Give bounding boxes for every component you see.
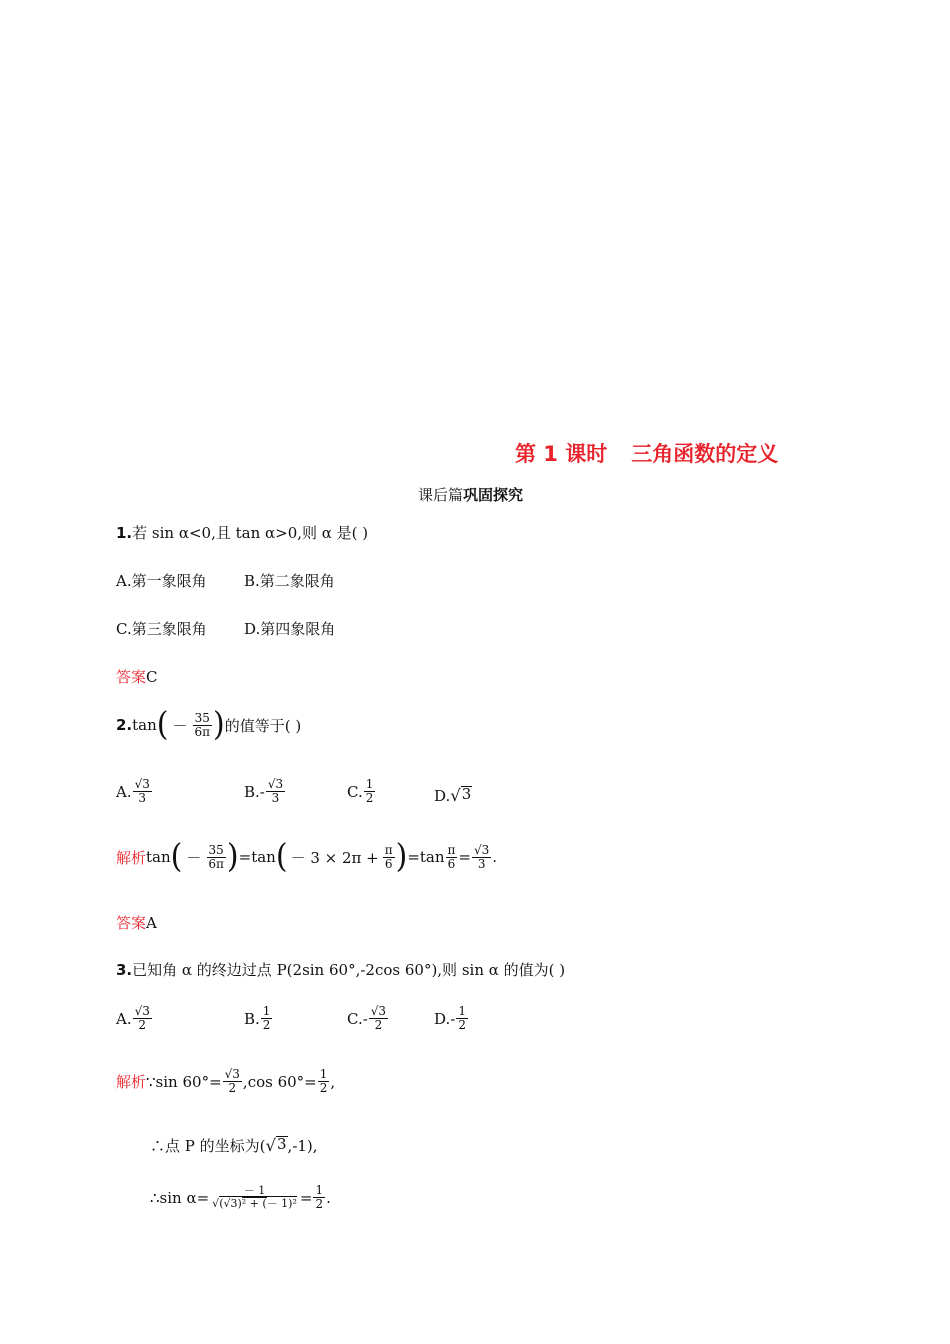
section-subtitle [418, 484, 523, 505]
sqrt-radicand: (√3)² + (－ 1)² [219, 1197, 297, 1210]
math-text: . [326, 1188, 331, 1207]
lesson-title [515, 438, 778, 468]
fraction [364, 778, 376, 805]
fraction-denominator: 2 [315, 1197, 324, 1211]
question-number: 1. [116, 524, 133, 542]
fraction-numerator: 1 [458, 1004, 466, 1018]
fraction-denominator: 6 [447, 856, 456, 871]
left-paren: ( [170, 837, 183, 876]
sqrt-value: 3 [461, 785, 472, 803]
lesson-title-part2: 三角函数的定义 [631, 442, 779, 466]
fraction [133, 1005, 152, 1032]
fraction-denominator: 3 [271, 791, 280, 805]
option-label: C. [347, 782, 363, 801]
fraction [456, 1005, 468, 1032]
left-paren: ( [156, 705, 169, 744]
fraction-numerator: 1 [365, 777, 374, 791]
fraction-denominator: 2 [458, 1018, 466, 1032]
answer-2 [116, 912, 157, 933]
fraction [206, 844, 226, 871]
question-number: 2. [116, 716, 133, 734]
option-a [116, 1005, 153, 1032]
analysis-3-line-2 [150, 1135, 318, 1156]
option-b: B.第二象限角 [244, 572, 335, 590]
question-text: 的值等于( ) [224, 716, 302, 735]
answer-value: C [146, 668, 158, 686]
subtitle-bold: 巩固探究 [463, 486, 524, 504]
lesson-title-part1: 第 1 课时 [515, 442, 608, 466]
math-text: =tan [238, 848, 276, 866]
math-text: tan [146, 848, 171, 866]
fraction-denominator: 6π [208, 856, 224, 871]
question-text: 已知角 α 的终边过点 P(2sin 60°,-2cos 60°),则 sin α 的值为( ) [132, 961, 566, 979]
fraction-numerator: √3 [474, 842, 490, 857]
option-label: C.- [347, 1009, 368, 1028]
fraction-numerator: 1 [315, 1183, 324, 1197]
answer-1 [116, 666, 158, 687]
fraction [223, 1068, 242, 1095]
fraction [369, 1005, 388, 1032]
right-paren: ) [213, 705, 225, 744]
math-text: ∵sin 60°= [146, 1072, 222, 1091]
option-d [434, 1005, 469, 1032]
fraction-denominator [210, 1198, 299, 1210]
right-paren: ) [395, 837, 408, 876]
fraction [210, 1185, 299, 1210]
sqrt-sign-icon: √ [212, 1197, 220, 1210]
tan-text: tan [132, 716, 157, 734]
math-text: ∴点 P 的坐标为( [150, 1137, 266, 1155]
sqrt-sign-icon: √ [450, 786, 461, 805]
fraction-numerator: 1 [262, 1004, 271, 1018]
option-label: A. [116, 1009, 132, 1028]
fraction-numerator: √3 [134, 1004, 150, 1018]
math-text: － 3 × 2π + [290, 848, 379, 867]
fraction [318, 1068, 330, 1095]
fraction-numerator: √3 [134, 777, 150, 791]
fraction [446, 844, 458, 871]
fraction-denominator: 2 [374, 1018, 383, 1032]
fraction-denominator: 2 [319, 1081, 328, 1095]
question-1-stem [116, 522, 368, 543]
math-text: = [458, 848, 471, 866]
fraction [193, 712, 213, 739]
fraction-denominator: 3 [138, 791, 147, 805]
fraction-numerator: √3 [224, 1067, 240, 1081]
fraction-denominator: 6π [194, 724, 211, 739]
math-text: , [330, 1072, 336, 1091]
fraction-denominator: 2 [262, 1018, 271, 1032]
fraction-numerator: π [384, 842, 393, 857]
fraction-numerator: 35 [194, 710, 210, 725]
fraction [383, 844, 395, 871]
fraction-numerator: － 1 [243, 1184, 266, 1197]
analysis-label: 解析 [116, 1073, 147, 1091]
fraction [261, 1005, 273, 1032]
fraction [133, 778, 152, 805]
question-3-stem [116, 959, 565, 980]
fraction [266, 778, 285, 805]
sqrt-sign-icon: √ [265, 1136, 276, 1155]
option-d: D.第四象限角 [244, 620, 336, 638]
neg-sign: － [172, 716, 188, 735]
question-2-stem [116, 705, 302, 744]
analysis-3-line-1 [116, 1068, 335, 1095]
math-text: = [299, 1188, 313, 1207]
fraction-denominator: 3 [477, 856, 486, 871]
fraction-denominator: 2 [228, 1081, 237, 1095]
subtitle-normal: 课后篇 [418, 486, 464, 504]
sqrt-expression [265, 1136, 287, 1155]
fraction [472, 844, 491, 871]
fraction-numerator: √3 [370, 1004, 387, 1018]
math-text: =tan [407, 848, 445, 866]
answer-value: A [146, 914, 157, 932]
option-b [244, 778, 286, 805]
option-label: A. [116, 782, 132, 801]
answer-label: 答案 [116, 914, 147, 932]
option-c: C.第三象限角 [116, 620, 207, 638]
math-text: ∴sin α= [150, 1188, 210, 1207]
neg-sign: － [186, 848, 202, 867]
option-a [116, 778, 153, 805]
left-paren: ( [275, 837, 288, 876]
math-text: . [492, 848, 498, 866]
option-c [347, 778, 376, 805]
sqrt-expression [450, 786, 472, 805]
option-a: A.第一象限角 [116, 572, 207, 590]
question-text: 若 sin α<0,且 tan α>0,则 α 是( ) [132, 524, 369, 542]
fraction-numerator: √3 [267, 777, 284, 791]
option-label: D.- [434, 1009, 456, 1028]
analysis-3-line-3 [150, 1184, 331, 1211]
fraction-numerator: 1 [319, 1067, 328, 1081]
option-b [244, 1005, 273, 1032]
right-paren: ) [226, 837, 239, 876]
fraction-denominator: 2 [138, 1018, 147, 1032]
fraction-denominator: 6 [384, 856, 393, 871]
fraction-numerator: 35 [208, 842, 224, 857]
option-c [347, 1005, 389, 1032]
fraction-numerator: π [447, 842, 456, 857]
fraction [313, 1184, 325, 1211]
option-d [434, 786, 472, 805]
option-label: D. [434, 786, 451, 805]
option-label: B.- [244, 782, 265, 801]
option-label: B. [244, 1009, 260, 1028]
analysis-2 [116, 837, 498, 876]
fraction-denominator: 2 [365, 791, 374, 805]
math-text: ,cos 60°= [242, 1072, 317, 1091]
math-text: ,-1), [287, 1136, 318, 1155]
sqrt-value: 3 [277, 1135, 287, 1153]
answer-label: 答案 [116, 668, 147, 686]
question-number: 3. [116, 961, 133, 979]
analysis-label: 解析 [116, 848, 147, 867]
